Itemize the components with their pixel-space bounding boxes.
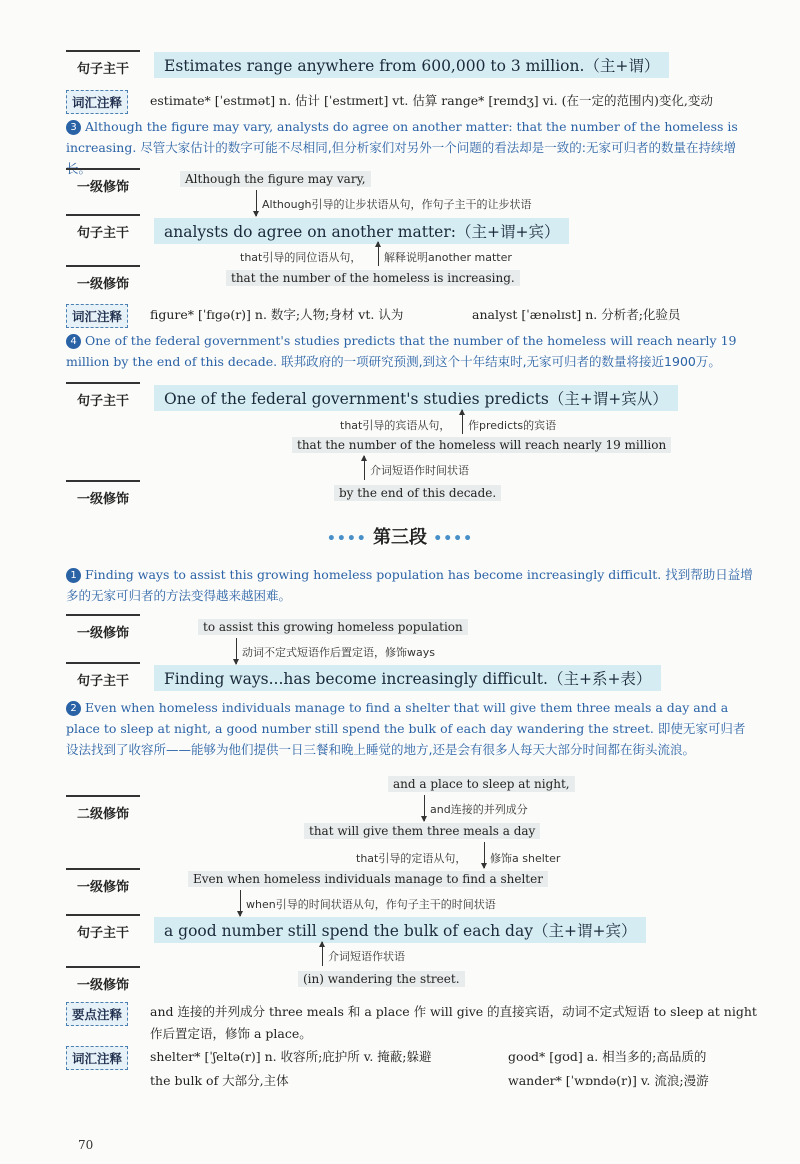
arrow-down [236,638,237,664]
sentence-en: Although the figure may vary, analysts do agree on another matter: that the number of the homeless is increasing. [66,119,738,155]
sentence-number: 1 [66,568,81,583]
sentence-number: 2 [66,701,81,716]
label-mod1b-s3: 一级修饰 [66,265,140,292]
main-text: a good number still spend the bulk of each day [164,922,533,940]
label-main-p3s2: 句子主干 [66,914,140,941]
modifier-even-when: Even when homeless individuals manage to find a shelter [188,871,548,887]
sentence-cn: 尽管大家估计的数字可能不尽相同,但分析家们对另外一个问题的看法却是一致的:无家可归者的数量在持续增长。 [66,140,736,176]
heading-dots-left: •••• [326,531,367,547]
heading-dots-right: •••• [433,531,474,547]
arrow-down [256,190,257,216]
arrow-up [364,456,365,480]
main-clause-p3s2 [154,917,646,943]
page-number: 70 [78,1138,94,1152]
note-relative-left: that引导的定语从句， [356,852,467,865]
label-mod1b-p3s2: 一级修饰 [66,966,140,993]
main-tag: （主+谓+宾） [456,223,560,241]
label-key: 要点注释 [66,1002,128,1026]
label-mod1-s3: 一级修饰 [66,168,140,195]
key-note: and 连接的并列成分 three meals 和 a place 作 will give 的直接宾语，动词不定式短语 to sleep at night 作后置定语，修饰 a place。 [150,1004,757,1041]
main-clause-prev [154,52,669,78]
arrow-down [240,890,241,916]
vocab-shelter: shelter* [ˈʃeltə(r)] n. 收容所;庇护所 v. 掩蔽;躲避 [150,1049,432,1064]
sentence-en: Finding ways to assist this growing homeless population has become increasingly difficult. [85,567,662,582]
note-relative-right: 修饰a shelter [490,852,561,865]
vocab-bulk: the bulk of 大部分,主体 [150,1073,289,1088]
main-text: One of the federal government's studies predicts [164,390,549,408]
note-prep-adverbial: 介词短语作状语 [328,950,405,963]
main-text: Finding ways...has become increasingly difficult. [164,670,548,688]
label-main-p3s1: 句子主干 [66,662,140,689]
main-tag: （主+谓+宾从） [548,390,668,408]
vocab-analyst: analyst [ˈænəlɪst] n. 分析者;化验员 [472,307,681,322]
modifier-and-place: and a place to sleep at night, [388,776,575,792]
note-object-left: that引导的宾语从句， [340,419,451,432]
vocab-wander: wander* [ˈwɒndə(r)] v. 流浪;漫游 [508,1073,709,1088]
main-text: analysts do agree on another matter: [164,223,456,241]
sentence-number: 4 [66,334,81,349]
modifier-by-end: by the end of this decade. [334,485,501,501]
vocab-prev: estimate* [ˈestɪmət] n. 估计 [ˈestɪmeɪt] vt. 估算 range* [reɪndʒ] vi. (在一定的范围内)变化,变动 [150,93,713,108]
sentence-cn: 找到帮助日益增多的无家可归者的方法变得越来越困难。 [66,567,753,603]
section-title: 第三段 [373,527,427,548]
section-heading [0,523,800,549]
note-appositive-left: that引导的同位语从句， [240,251,362,264]
vocab-good: good* [gʊd] a. 相当多的;高品质的 [508,1049,707,1064]
label-vocab-p3s2: 词汇注释 [66,1046,128,1070]
label-main-s3: 句子主干 [66,214,140,241]
modifier-to-assist: to assist this growing homeless population [198,619,468,635]
object-clause: that the number of the homeless will reach nearly 19 million [292,437,671,453]
main-clause-s4 [154,385,678,411]
note-and-parallel: and连接的并列成分 [430,803,528,816]
note-appositive-right: 解释说明another matter [384,251,512,264]
note-when-clause: when引导的时间状语从句，作句子主干的时间状语 [246,898,496,911]
modifier-that-give: that will give them three meals a day [304,823,540,839]
arrow-up [462,410,463,434]
label-mod2: 二级修饰 [66,795,140,822]
modifier-although: Although the figure may vary, [180,171,371,187]
arrow-down [424,795,425,821]
note-object-right: 作predicts的宾语 [468,419,557,432]
label-mod1a-p3s2: 一级修饰 [66,868,140,895]
main-tag: （主+谓） [584,57,660,75]
arrow-down [484,842,485,868]
main-tag: （主+谓+宾） [532,922,637,940]
vocab-figure: figure* [ˈfɪgə(r)] n. 数字;人物;身材 vt. 认为 [150,307,404,322]
label-vocab-s3: 词汇注释 [66,304,128,328]
main-tag: （主+系+表） [547,670,652,688]
label-mod1-s4: 一级修饰 [66,480,140,507]
label-mod1-p3s1: 一级修饰 [66,614,140,641]
sentence-en: One of the federal government's studies predicts that the number of the homeless will reach nearly 19 million by the end of this decade. [66,333,737,369]
label-main-prev: 句子主干 [66,50,140,77]
note-although: Although引导的让步状语从句，作句子主干的让步状语 [262,198,532,211]
note-infinitive: 动词不定式短语作后置定语，修饰ways [242,646,435,659]
sentence-4 [66,330,756,372]
main-clause-s3 [154,218,569,244]
sentence-cn: 即使无家可归者设法找到了收容所——能够为他们提供一日三餐和晚上睡觉的地方,还是会有很多人每天大部分时间都在街头流浪。 [66,721,746,757]
sentence-cn: 联邦政府的一项研究预测,到这个十年结束时,无家可归者的数量将接近1900万。 [281,354,721,369]
label-vocab-prev: 词汇注释 [66,90,128,114]
main-text: Estimates range anywhere from 600,000 to 3 million. [164,57,585,75]
label-main-s4: 句子主干 [66,382,140,409]
arrow-up [322,942,323,966]
main-clause-p3s1 [154,665,661,691]
sentence-en: Even when homeless individuals manage to find a shelter that will give them three meals a day and a place to sleep at night, a good number still spend the bulk of each day wandering the street. [66,700,729,736]
modifier-that-clause: that the number of the homeless is increasing. [226,270,520,286]
p3-sentence-2 [66,697,756,760]
p3-sentence-1 [66,564,756,606]
sentence-3 [66,116,756,179]
arrow-up [378,242,379,266]
modifier-wandering: (in) wandering the street. [298,971,465,987]
note-time-adverbial: 介词短语作时间状语 [370,464,469,477]
sentence-number: 3 [66,120,81,135]
